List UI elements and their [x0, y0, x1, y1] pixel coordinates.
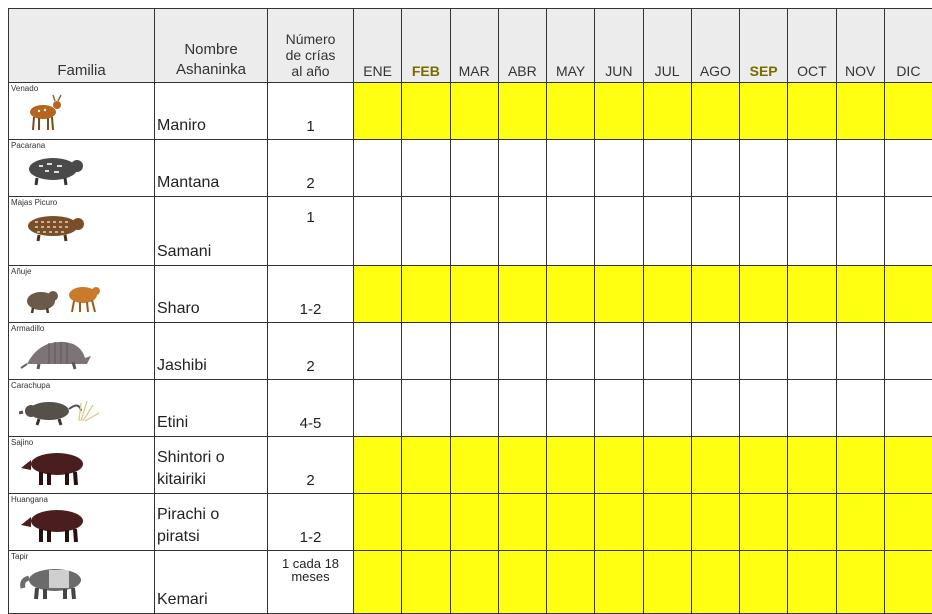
- month-cell-nov: [836, 197, 884, 266]
- nombre-text: piratsi: [157, 526, 267, 548]
- month-cell-ago: [691, 140, 739, 197]
- month-cell-ago: [691, 380, 739, 437]
- header-nombre-line: Ashaninka: [155, 60, 267, 80]
- month-cell-feb: [402, 140, 450, 197]
- crias-text: 2: [268, 472, 353, 489]
- month-cell-sep: [740, 266, 788, 323]
- month-cell-jul: [643, 323, 691, 380]
- month-cell-dic: [884, 140, 932, 197]
- crias-text: 1: [268, 209, 353, 226]
- month-cell-jul: [643, 266, 691, 323]
- month-cell-dic: [884, 380, 932, 437]
- month-cell-ene: [354, 551, 402, 614]
- month-cell-feb: [402, 494, 450, 551]
- month-cell-dic: [884, 197, 932, 266]
- month-cell-nov: [836, 437, 884, 494]
- month-cell-jun: [595, 323, 643, 380]
- nombre-text: kitairiki: [157, 469, 267, 491]
- header-month-mar: MAR: [450, 9, 498, 83]
- month-cell-ago: [691, 323, 739, 380]
- nombre-cell: [155, 140, 268, 197]
- month-cell-nov: [836, 494, 884, 551]
- month-cell-nov: [836, 83, 884, 140]
- month-cell-feb: [402, 323, 450, 380]
- month-cell-abr: [498, 437, 546, 494]
- familia-cell: [9, 437, 155, 494]
- month-cell-dic: [884, 83, 932, 140]
- month-cell-sep: [740, 380, 788, 437]
- month-cell-jun: [595, 83, 643, 140]
- breeding-calendar-table: [8, 8, 932, 614]
- month-cell-sep: [740, 551, 788, 614]
- familia-label: Armadillo: [11, 324, 44, 333]
- month-cell-feb: [402, 380, 450, 437]
- crias-cell: [268, 197, 354, 266]
- month-cell-oct: [788, 323, 836, 380]
- month-cell-mar: [450, 494, 498, 551]
- month-cell-oct: [788, 83, 836, 140]
- header-numero-line: de crías: [268, 47, 353, 63]
- month-cell-ago: [691, 494, 739, 551]
- month-cell-mar: [450, 197, 498, 266]
- table-row: [9, 494, 932, 551]
- nombre-text: Samani: [157, 241, 267, 263]
- crias-text: 4-5: [268, 415, 353, 432]
- month-cell-feb: [402, 266, 450, 323]
- table-row: [9, 197, 932, 266]
- table-row: [9, 323, 932, 380]
- month-cell-feb: [402, 83, 450, 140]
- month-cell-sep: [740, 494, 788, 551]
- header-month-jul: JUL: [643, 9, 691, 83]
- month-cell-jul: [643, 380, 691, 437]
- familia-label: Huangana: [11, 495, 48, 504]
- header-numero-crias: [268, 9, 354, 83]
- header-row: [9, 9, 932, 83]
- month-cell-ago: [691, 437, 739, 494]
- month-cell-dic: [884, 266, 932, 323]
- header-month-ago: AGO: [691, 9, 739, 83]
- crias-text: 1 cada 18: [268, 557, 353, 570]
- month-cell-abr: [498, 380, 546, 437]
- familia-label: Majas Picuro: [11, 198, 57, 207]
- month-cell-feb: [402, 197, 450, 266]
- month-cell-sep: [740, 83, 788, 140]
- month-cell-may: [547, 266, 595, 323]
- month-cell-nov: [836, 266, 884, 323]
- month-cell-may: [547, 494, 595, 551]
- crias-text: 2: [268, 175, 353, 192]
- familia-label: Sajino: [11, 438, 33, 447]
- month-cell-nov: [836, 323, 884, 380]
- nombre-text: Jashibi: [157, 355, 267, 377]
- month-cell-sep: [740, 323, 788, 380]
- nombre-cell: [155, 551, 268, 614]
- month-cell-jun: [595, 140, 643, 197]
- month-cell-nov: [836, 140, 884, 197]
- month-cell-dic: [884, 494, 932, 551]
- month-cell-jun: [595, 197, 643, 266]
- familia-cell: [9, 551, 155, 614]
- month-cell-ene: [354, 494, 402, 551]
- month-cell-ene: [354, 266, 402, 323]
- crias-cell: [268, 323, 354, 380]
- month-cell-oct: [788, 494, 836, 551]
- crias-cell: [268, 140, 354, 197]
- header-month-jun: JUN: [595, 9, 643, 83]
- month-cell-mar: [450, 380, 498, 437]
- month-cell-dic: [884, 551, 932, 614]
- familia-cell: [9, 380, 155, 437]
- nombre-cell: [155, 494, 268, 551]
- nombre-text: Shintori o: [157, 447, 267, 469]
- month-cell-jul: [643, 551, 691, 614]
- month-cell-may: [547, 83, 595, 140]
- nombre-text: Pirachi o: [157, 504, 267, 526]
- month-cell-mar: [450, 437, 498, 494]
- header-familia: Familia: [9, 9, 155, 83]
- month-cell-oct: [788, 140, 836, 197]
- month-cell-mar: [450, 140, 498, 197]
- month-cell-ago: [691, 266, 739, 323]
- month-cell-oct: [788, 380, 836, 437]
- month-cell-jul: [643, 83, 691, 140]
- month-cell-ene: [354, 140, 402, 197]
- month-cell-ene: [354, 380, 402, 437]
- month-cell-sep: [740, 437, 788, 494]
- familia-label: Venado: [11, 84, 38, 93]
- month-cell-may: [547, 437, 595, 494]
- month-cell-jun: [595, 266, 643, 323]
- header-month-sep: SEP: [740, 9, 788, 83]
- month-cell-mar: [450, 83, 498, 140]
- month-cell-jul: [643, 494, 691, 551]
- header-month-feb: FEB: [402, 9, 450, 83]
- nombre-cell: [155, 323, 268, 380]
- familia-cell: [9, 494, 155, 551]
- month-cell-nov: [836, 380, 884, 437]
- familia-cell: [9, 266, 155, 323]
- month-cell-jul: [643, 197, 691, 266]
- familia-cell: [9, 323, 155, 380]
- month-cell-abr: [498, 140, 546, 197]
- header-numero-line: Número: [268, 31, 353, 47]
- month-cell-ago: [691, 551, 739, 614]
- header-month-dic: DIC: [884, 9, 932, 83]
- month-cell-abr: [498, 83, 546, 140]
- crias-cell: [268, 551, 354, 614]
- header-month-nov: NOV: [836, 9, 884, 83]
- familia-label: Añuje: [11, 267, 31, 276]
- crias-text: 1-2: [268, 301, 353, 318]
- nombre-cell: [155, 437, 268, 494]
- month-cell-abr: [498, 323, 546, 380]
- header-numero-line: al año: [268, 63, 353, 79]
- crias-text: meses: [268, 570, 353, 583]
- table-row: [9, 551, 932, 614]
- month-cell-feb: [402, 437, 450, 494]
- nombre-text: Kemari: [157, 589, 267, 611]
- familia-cell: [9, 197, 155, 266]
- header-nombre-line: Nombre: [155, 40, 267, 60]
- month-cell-sep: [740, 140, 788, 197]
- table-row: [9, 437, 932, 494]
- crias-cell: [268, 266, 354, 323]
- crias-text: 2: [268, 358, 353, 375]
- familia-cell: [9, 140, 155, 197]
- month-cell-jun: [595, 380, 643, 437]
- month-cell-ene: [354, 323, 402, 380]
- month-cell-ene: [354, 197, 402, 266]
- month-cell-feb: [402, 551, 450, 614]
- month-cell-ago: [691, 83, 739, 140]
- header-month-oct: OCT: [788, 9, 836, 83]
- crias-cell: [268, 380, 354, 437]
- header-nombre: [155, 9, 268, 83]
- nombre-cell: [155, 380, 268, 437]
- table-body: [9, 83, 932, 614]
- month-cell-dic: [884, 437, 932, 494]
- month-cell-mar: [450, 266, 498, 323]
- month-cell-abr: [498, 197, 546, 266]
- header-month-ene: ENE: [354, 9, 402, 83]
- month-cell-jun: [595, 494, 643, 551]
- familia-label: Tapir: [11, 552, 28, 561]
- month-cell-may: [547, 323, 595, 380]
- month-cell-oct: [788, 266, 836, 323]
- month-cell-dic: [884, 323, 932, 380]
- month-cell-oct: [788, 437, 836, 494]
- header-month-abr: ABR: [498, 9, 546, 83]
- nombre-cell: [155, 197, 268, 266]
- month-cell-ene: [354, 83, 402, 140]
- month-cell-jul: [643, 140, 691, 197]
- familia-label: Pacarana: [11, 141, 45, 150]
- crias-cell: [268, 437, 354, 494]
- month-cell-abr: [498, 494, 546, 551]
- nombre-text: Mantana: [157, 172, 267, 194]
- month-cell-may: [547, 551, 595, 614]
- crias-text: 1: [268, 118, 353, 135]
- table-row: [9, 140, 932, 197]
- month-cell-nov: [836, 551, 884, 614]
- month-cell-ene: [354, 437, 402, 494]
- nombre-cell: [155, 83, 268, 140]
- month-cell-jul: [643, 437, 691, 494]
- nombre-text: Etini: [157, 412, 267, 434]
- table-row: [9, 266, 932, 323]
- familia-cell: [9, 83, 155, 140]
- table-row: [9, 380, 932, 437]
- month-cell-jun: [595, 551, 643, 614]
- month-cell-abr: [498, 266, 546, 323]
- month-cell-mar: [450, 323, 498, 380]
- month-cell-oct: [788, 551, 836, 614]
- month-cell-sep: [740, 197, 788, 266]
- month-cell-jun: [595, 437, 643, 494]
- month-cell-oct: [788, 197, 836, 266]
- nombre-cell: [155, 266, 268, 323]
- month-cell-mar: [450, 551, 498, 614]
- month-cell-abr: [498, 551, 546, 614]
- month-cell-may: [547, 197, 595, 266]
- nombre-text: Sharo: [157, 298, 267, 320]
- month-cell-may: [547, 380, 595, 437]
- month-cell-may: [547, 140, 595, 197]
- table-row: [9, 83, 932, 140]
- crias-cell: [268, 494, 354, 551]
- crias-cell: [268, 83, 354, 140]
- month-cell-ago: [691, 197, 739, 266]
- crias-text: 1-2: [268, 529, 353, 546]
- familia-label: Carachupa: [11, 381, 50, 390]
- header-month-may: MAY: [547, 9, 595, 83]
- nombre-text: Maniro: [157, 115, 267, 137]
